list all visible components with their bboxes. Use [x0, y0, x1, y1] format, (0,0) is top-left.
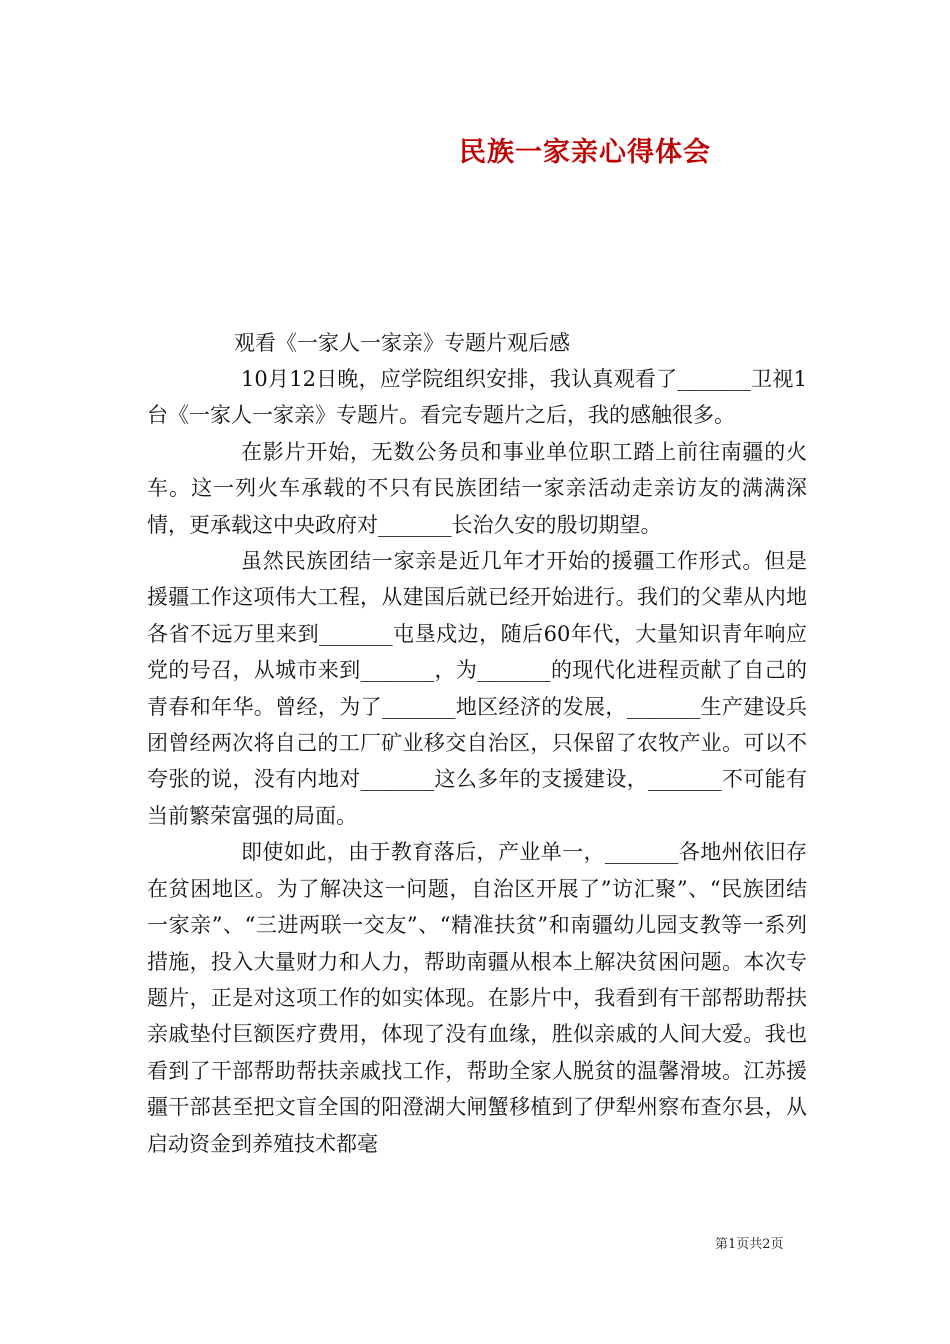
paragraph-3: 虽然民族团结一家亲是近几年才开始的援疆工作形式。但是援疆工作这项伟大工程，从建国后就已经开始进行。我们的父辈从内地各省不远万里来到_______屯垦戍边，随后60年代，大量知识青年响应党的号召，从城市来到_______，为_______的现代化进程贡献了自己的青春和年华。曾经，为了_______地区经济的发展，_______生产建设兵团曾经两次将自己的工厂矿业移交自治区，只保留了农牧产业。可以不夸张的说，没有内地对_______这么多年的支援建设，_______不可能有当前繁荣富强的局面。: [147, 549, 807, 828]
paragraph-1: 10月12日晚，应学院组织安排，我认真观看了_______卫视1台《一家人一家亲》专题片。看完专题片之后，我的感触很多。: [147, 367, 807, 428]
page-number: 第1页共2页: [715, 1237, 784, 1252]
document-body: [147, 361, 807, 1162]
document-subtitle: 观看《一家人一家亲》专题片观后感: [234, 331, 570, 355]
paragraph-2: 在影片开始，无数公务员和事业单位职工踏上前往南疆的火车。这一列火车承载的不只有民族团结一家亲活动走亲访友的满满深情，更承载这中央政府对_______长治久安的殷切期望。: [147, 439, 807, 537]
document-title: 民族一家亲心得体会: [459, 137, 711, 168]
paragraph-4: 即使如此，由于教育落后，产业单一，_______各地州依旧存在贫困地区。为了解决这一问题，自治区开展了”访汇聚”、“民族团结一家亲”、“三进两联一交友”、“精准扶贫”和南疆幼儿园支教等一系列措施，投入大量财力和人力，帮助南疆从根本上解决贫困问题。本次专题片，正是对这项工作的如实体现。在影片中，我看到有干部帮助帮扶亲戚垫付巨额医疗费用，体现了没有血缘，胜似亲戚的人间大爱。我也看到了干部帮助帮扶亲戚找工作，帮助全家人脱贫的温馨滑坡。江苏援疆干部甚至把文盲全国的阳澄湖大闸蟹移植到了伊犁州察布查尔县，从启动资金到养殖技术都毫: [147, 840, 807, 1156]
